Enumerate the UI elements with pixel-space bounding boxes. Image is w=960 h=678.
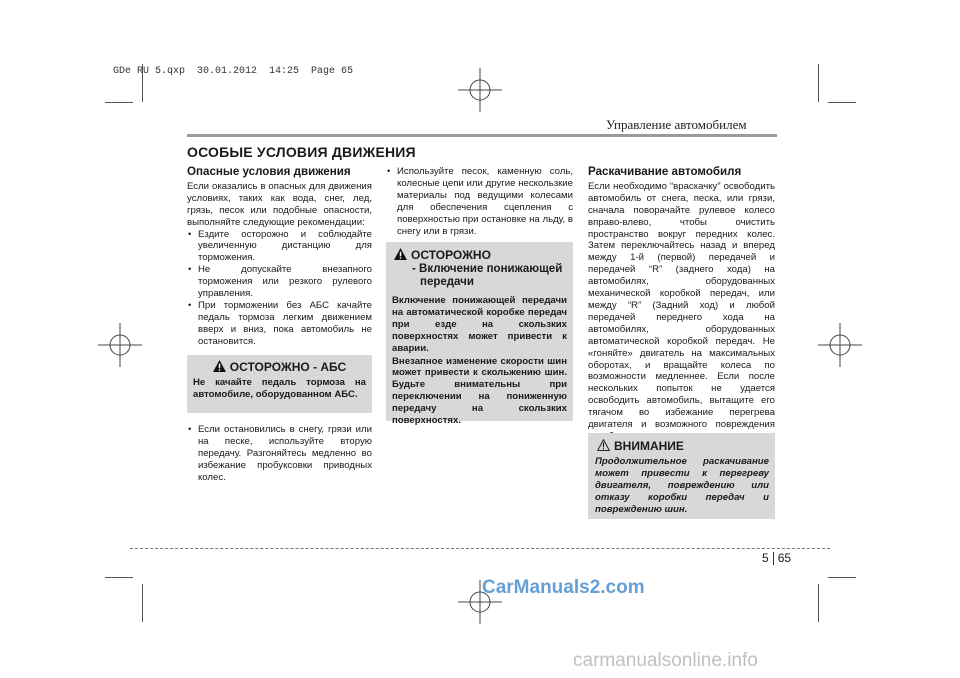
- crop-mark: [105, 577, 133, 578]
- warning-title-row: [193, 360, 366, 374]
- col1-bullet-list: [187, 229, 372, 348]
- registration-mark-icon: [818, 323, 862, 367]
- crop-mark: [818, 584, 819, 622]
- watermark: CarManuals2.com: [482, 577, 645, 598]
- column-right: [588, 166, 775, 443]
- warning-body: Не качайте педаль тормоза на автомобиле, оборудованном АБС.: [193, 377, 366, 400]
- section-number: 5: [762, 551, 769, 565]
- notice-box: [588, 433, 775, 519]
- column-left-lower: [187, 424, 372, 484]
- notice-title: ВНИМАНИЕ: [614, 439, 684, 453]
- header-rule: [187, 134, 777, 137]
- warning-icon: [213, 360, 226, 372]
- list-item: • При торможении без АБС качайте педаль тормоза легким движением вверх и вниз, пока автомобиль не остановится.: [187, 300, 372, 348]
- registration-mark-icon: [98, 323, 142, 367]
- list-item: • Ездите осторожно и соблюдайте увеличенную дистанцию для торможения.: [187, 229, 372, 265]
- crop-mark: [818, 64, 819, 102]
- watermark-bottom: carmanualsonline.info: [573, 650, 758, 671]
- crop-mark: [828, 102, 856, 103]
- crop-mark: [828, 577, 856, 578]
- print-slug: GDe RU 5.qxp 30.01.2012 14:25 Page 65: [113, 66, 354, 77]
- warning-title: ОСТОРОЖНО: [411, 248, 491, 262]
- warning-subtitle: - Включение понижающей передачи: [412, 263, 563, 288]
- warning-title-row: [392, 248, 567, 262]
- list-item: • Не допускайте внезапного торможения или резкого рулевого управления.: [187, 264, 372, 300]
- notice-body: Продолжительное раскачивание может привести к перегреву двигателя, повреждению или отказу коробки передач и повреждению шин.: [595, 456, 769, 515]
- col3-heading: Раскачивание автомобиля: [588, 165, 742, 178]
- registration-mark-icon: [458, 68, 502, 112]
- col1-intro: Если оказались в опасных для движения условиях, таких как вода, снег, лед, грязь, песок или подобные опасности, выполняйте следующие рекомендации:: [187, 180, 372, 228]
- warning-icon: [394, 248, 407, 260]
- warning-para-2: Внезапное изменение скорости шин может привести к скольжению шин. Будьте внимательны при переключении на пониженную передачу на скользких поверхностях.: [392, 355, 567, 427]
- footer-rule: [130, 548, 830, 549]
- col1-heading: Опасные условия движения: [187, 165, 351, 178]
- crop-mark: [142, 584, 143, 622]
- column-left: [187, 166, 372, 348]
- warning-para-1: Включение понижающей передачи на автоматической коробке передач при езде на скользких поверхностях может привести к аварии.: [392, 295, 567, 354]
- notice-title-row: [595, 439, 769, 453]
- list-item: • Если остановились в снегу, грязи или на песке, используйте вторую передачу. Разгоняйтесь медленно во избежание пробуксовки приводных колес.: [187, 424, 372, 484]
- page-title: ОСОБЫЕ УСЛОВИЯ ДВИЖЕНИЯ: [187, 144, 416, 160]
- crop-mark: [105, 102, 133, 103]
- column-middle: [386, 166, 573, 237]
- page-number: [762, 551, 791, 565]
- page-number-divider: [773, 552, 774, 565]
- list-item: • Используйте песок, каменную соль, колесные цепи или другие нескользкие материалы под ведущими колесами для обеспечения сцепления с поверхностью при остановке на льду, в снегу или в грязи.: [386, 166, 573, 237]
- page-number-value: 65: [777, 551, 792, 565]
- section-header: Управление автомобилем: [606, 117, 747, 132]
- caution-icon: [597, 439, 610, 451]
- warning-box-abs: [187, 355, 372, 413]
- col3-body: Если необходимо “враскачку” освободить автомобиль от снега, песка, или грязи, сначала поворачайте рулевое колесо вправо-влево, чтобы очистить пространство вокруг передних колес. Затем переключайтесь назад и вперед между 1-й (первой) передачей и передачей “R” (заднего хода) на автомобилях, оборудованных механической коробкой передач, или между “R” (Задний ход) и любой передачей переднего хода на автомобилях, оборудованных автоматической коробкой передач. Не «гоняйте» двигатель на максимальных оборотах, и вращайте колеса по возможности медленнее. Если после нескольких попыток не удается освободить автомобиль, вытащите его тягачом во избежание перегрева двигателя и возможного повреждения: [588, 180, 775, 431]
- warning-title: ОСТОРОЖНО - АБС: [229, 360, 347, 374]
- warning-box-downshift: [386, 242, 573, 427]
